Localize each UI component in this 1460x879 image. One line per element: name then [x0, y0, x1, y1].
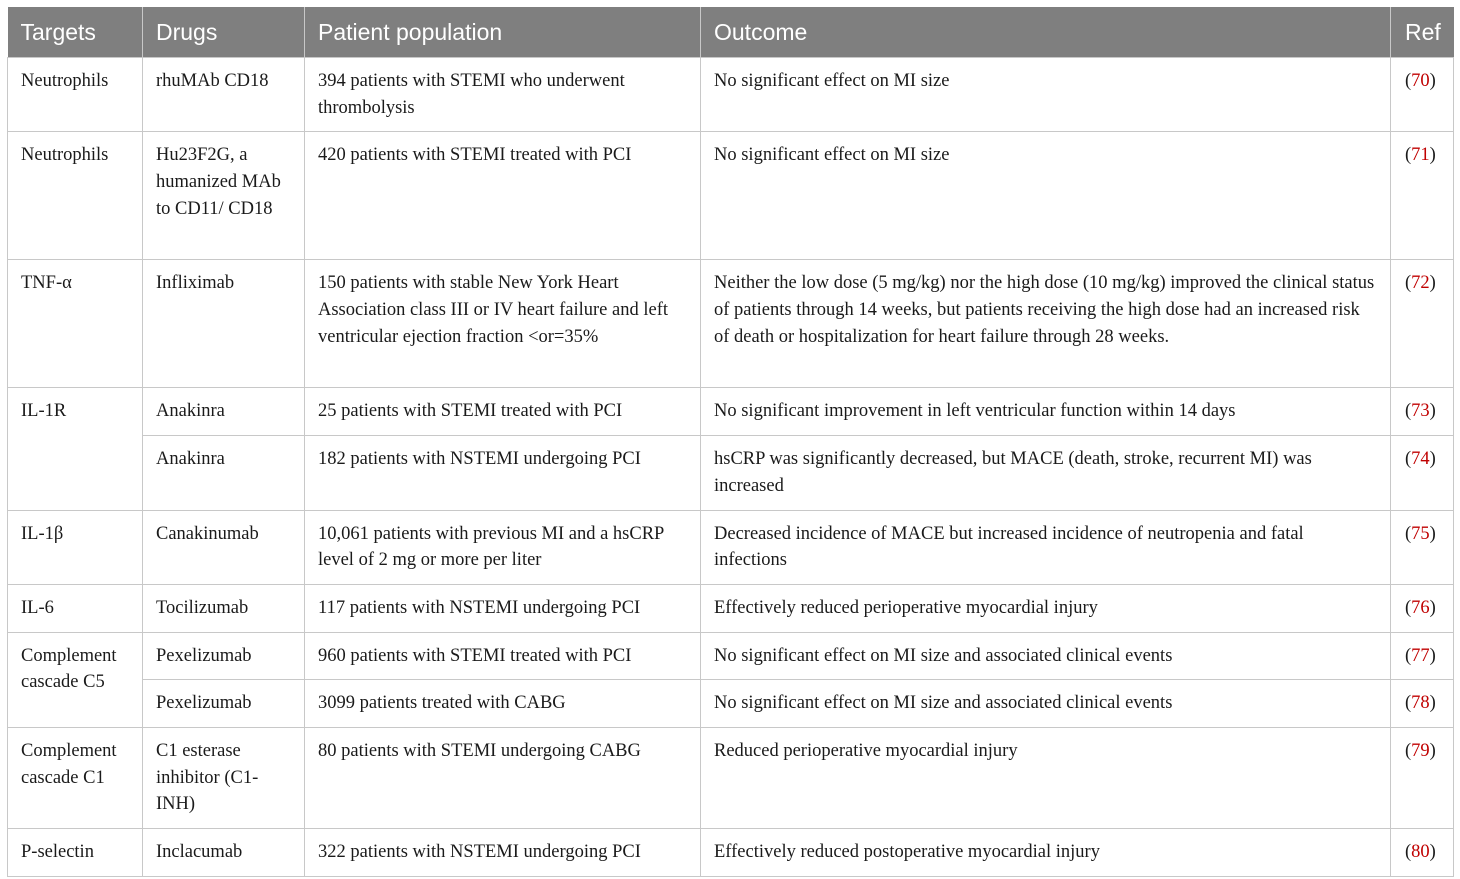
header-ref: Ref — [1391, 7, 1454, 58]
target-cell: P-selectin — [8, 829, 143, 877]
ref-cell: (79) — [1391, 728, 1454, 829]
outcome-cell: No significant improvement in left ventricular function within 14 days — [701, 388, 1391, 436]
outcome-cell: No significant effect on MI size and associated clinical events — [701, 632, 1391, 680]
ref-cell: (70) — [1391, 58, 1454, 132]
drug-cell: Anakinra — [143, 388, 305, 436]
target-cell: Neutrophils — [8, 58, 143, 132]
drug-cell: Canakinumab — [143, 510, 305, 584]
drug-cell: Tocilizumab — [143, 584, 305, 632]
outcome-cell: Decreased incidence of MACE but increased incidence of neutropenia and fatal infections — [701, 510, 1391, 584]
ref-cell: (78) — [1391, 680, 1454, 728]
target-cell: TNF-α — [8, 260, 143, 388]
header-outcome: Outcome — [701, 7, 1391, 58]
outcome-cell: No significant effect on MI size and associated clinical events — [701, 680, 1391, 728]
outcome-cell: hsCRP was significantly decreased, but MACE (death, stroke, recurrent MI) was increased — [701, 436, 1391, 510]
population-cell: 10,061 patients with previous MI and a hsCRP level of 2 mg or more per liter — [305, 510, 701, 584]
table-row — [8, 680, 1454, 728]
outcome-cell: Neither the low dose (5 mg/kg) nor the high dose (10 mg/kg) improved the clinical status of patients through 14 weeks, but patients receiving the high dose had an increased risk of death or hospitalization for heart failure through 28 weeks. — [701, 260, 1391, 388]
table-row — [8, 436, 1454, 510]
drug-cell: Infliximab — [143, 260, 305, 388]
population-cell: 3099 patients treated with CABG — [305, 680, 701, 728]
target-cell: Complement cascade C5 — [8, 632, 143, 727]
ref-cell: (74) — [1391, 436, 1454, 510]
ref-cell: (76) — [1391, 584, 1454, 632]
drug-cell: Pexelizumab — [143, 632, 305, 680]
table-row — [8, 728, 1454, 829]
drug-cell: C1 esterase inhibitor (C1-INH) — [143, 728, 305, 829]
drug-cell: Pexelizumab — [143, 680, 305, 728]
ref-cell: (72) — [1391, 260, 1454, 388]
ref-link[interactable]: 78 — [1411, 693, 1430, 714]
ref-link[interactable]: 73 — [1411, 401, 1430, 422]
ref-link[interactable]: 76 — [1411, 597, 1430, 618]
ref-cell: (71) — [1391, 132, 1454, 260]
drug-cell: rhuMAb CD18 — [143, 58, 305, 132]
table-row — [8, 388, 1454, 436]
target-cell: Complement cascade C1 — [8, 728, 143, 829]
ref-link[interactable]: 71 — [1411, 145, 1430, 166]
table-row — [8, 632, 1454, 680]
population-cell: 150 patients with stable New York Heart Association class III or IV heart failure and left ventricular ejection fraction <or=35% — [305, 260, 701, 388]
ref-cell: (80) — [1391, 829, 1454, 877]
ref-cell: (73) — [1391, 388, 1454, 436]
ref-cell: (77) — [1391, 632, 1454, 680]
clinical-trials-table — [7, 7, 1454, 877]
drug-cell: Hu23F2G, a humanized MAb to CD11/ CD18 — [143, 132, 305, 260]
drug-cell: Inclacumab — [143, 829, 305, 877]
population-cell: 322 patients with NSTEMI undergoing PCI — [305, 829, 701, 877]
population-cell: 25 patients with STEMI treated with PCI — [305, 388, 701, 436]
target-cell: IL-1β — [8, 510, 143, 584]
target-cell: IL-1R — [8, 388, 143, 510]
table-row — [8, 58, 1454, 132]
outcome-cell: Effectively reduced perioperative myocardial injury — [701, 584, 1391, 632]
ref-link[interactable]: 70 — [1411, 71, 1430, 91]
population-cell: 394 patients with STEMI who underwent thrombolysis — [305, 58, 701, 132]
table-row — [8, 829, 1454, 877]
table-row — [8, 260, 1454, 388]
table-row — [8, 584, 1454, 632]
outcome-cell: No significant effect on MI size — [701, 58, 1391, 132]
outcome-cell: Effectively reduced postoperative myocardial injury — [701, 829, 1391, 877]
header-row — [8, 7, 1454, 58]
ref-cell: (75) — [1391, 510, 1454, 584]
target-cell: IL-6 — [8, 584, 143, 632]
ref-link[interactable]: 74 — [1411, 449, 1430, 470]
ref-link[interactable]: 80 — [1411, 842, 1430, 863]
header-drugs: Drugs — [143, 7, 305, 58]
population-cell: 182 patients with NSTEMI undergoing PCI — [305, 436, 701, 510]
population-cell: 420 patients with STEMI treated with PCI — [305, 132, 701, 260]
population-cell: 117 patients with NSTEMI undergoing PCI — [305, 584, 701, 632]
population-cell: 80 patients with STEMI undergoing CABG — [305, 728, 701, 829]
table-row — [8, 132, 1454, 260]
outcome-cell: Reduced perioperative myocardial injury — [701, 728, 1391, 829]
header-targets: Targets — [8, 7, 143, 58]
ref-link[interactable]: 75 — [1411, 523, 1430, 544]
table-row — [8, 510, 1454, 584]
ref-link[interactable]: 79 — [1411, 741, 1430, 762]
outcome-cell: No significant effect on MI size — [701, 132, 1391, 260]
header-population: Patient population — [305, 7, 701, 58]
population-cell: 960 patients with STEMI treated with PCI — [305, 632, 701, 680]
target-cell: Neutrophils — [8, 132, 143, 260]
drug-cell: Anakinra — [143, 436, 305, 510]
ref-link[interactable]: 77 — [1411, 645, 1430, 666]
ref-link[interactable]: 72 — [1411, 273, 1430, 294]
